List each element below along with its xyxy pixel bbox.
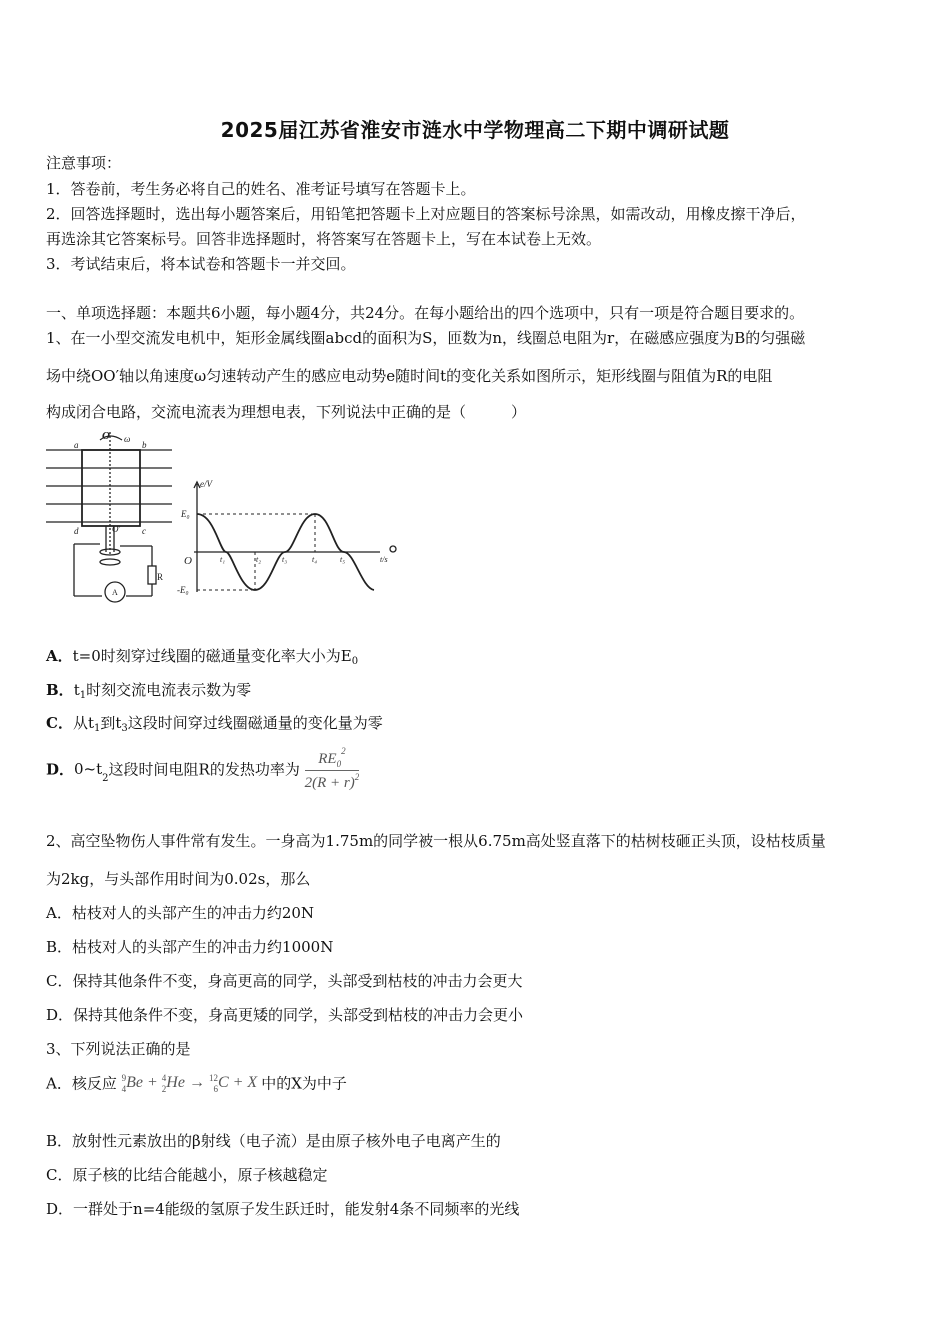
- axis-label-o: O: [102, 430, 110, 442]
- section-heading: 一、单项选择题：本题共6小题，每小题4分，共24分。在每小题给出的四个选项中，只有一项是符合题目要求的。: [46, 304, 805, 322]
- heat-power-fraction: $\frac{RE_0^2}{2(R + r)^2}$: [304, 746, 360, 791]
- coil-label-b: b: [142, 440, 147, 450]
- axis-label-o-prime: O′: [112, 524, 121, 534]
- graph-tick: t₃: [282, 555, 288, 564]
- q1-option-d: D．$0\sim t_2$这段时间电阻R的发热功率为 $\frac{RE_0^2}{2(R + r)^2}$: [46, 746, 360, 791]
- graph-tick: t₁: [220, 555, 226, 564]
- q2-option-a: A．枯枝对人的头部产生的冲击力约20N: [46, 904, 315, 922]
- omega-label: ω: [124, 434, 131, 444]
- question-2-line: 为2kg，与头部作用时间为0.02s，那么: [46, 870, 311, 888]
- generator-figure: [44, 428, 404, 610]
- resistor-label: R: [157, 572, 164, 582]
- q1-option-b: B．$t_1$时刻交流电流表示数为零: [46, 681, 252, 701]
- q1-option-c: C．从$t_1$到$t_3$这段时间穿过线圈磁通量的变化量为零: [46, 714, 383, 734]
- notice-item: 再选涂其它答案标号。回答非选择题时，将答案写在答题卡上，写在本试卷上无效。: [46, 230, 602, 248]
- question-2-line: 2、高空坠物伤人事件常有发生。一身高为1.75m的同学被一根从6.75m高处竖直落下的枯树枝砸正头顶，设枯枝质量: [46, 832, 826, 850]
- notice-heading: 注意事项：: [46, 154, 122, 172]
- q3-option-d: D．一群处于n=4能级的氢原子发生跃迁时，能发射4条不同频率的光线: [46, 1200, 520, 1218]
- notice-item: 3．考试结束后，将本试卷和答题卡一并交回。: [46, 255, 356, 273]
- coil-label-a: a: [74, 440, 79, 450]
- q3-option-b: B．放射性元素放出的β射线（电子流）是由原子核外电子电离产生的: [46, 1132, 501, 1150]
- question-1-line: 1、在一小型交流发电机中，矩形金属线圈abcd的面积为S，匝数为n，线圈总电阻为r，在磁感应强度为B的匀强磁: [46, 329, 806, 347]
- q3-option-a: A．核反应 9 4Be + 4 2He → 12 6C + X 中的X为中子: [46, 1073, 347, 1094]
- ammeter-label: A: [112, 588, 118, 597]
- question-1-line: 场中绕OO′轴以角速度ω匀速转动产生的感应电动势e随时间t的变化关系如图所示，矩形线圈与阻值为R的电阻: [46, 367, 773, 385]
- question-1-line: 构成闭合电路，交流电流表为理想电表，下列说法中正确的是（ ）: [46, 403, 527, 421]
- q1-option-a: A．t=0时刻穿过线圈的磁通量变化率大小为$E_0$: [46, 647, 359, 667]
- graph-ylabel: e/V: [200, 479, 212, 489]
- graph-ymin: -E₀: [177, 585, 189, 595]
- q2-option-d: D．保持其他条件不变，身高更矮的同学，头部受到枯枝的冲击力会更小: [46, 1006, 524, 1024]
- graph-ymax: E₀: [181, 509, 190, 519]
- graph-tick: t₄: [312, 555, 318, 564]
- notice-item: 1．答卷前，考生务必将自己的姓名、准考证号填写在答题卡上。: [46, 180, 476, 198]
- q3-option-c: C．原子核的比结合能越小，原子核越稳定: [46, 1166, 328, 1184]
- graph-tick: t₂: [256, 555, 262, 564]
- graph-tick: t₅: [340, 555, 346, 564]
- coil-label-d: d: [74, 526, 79, 536]
- graph-xlabel: t/s: [380, 555, 388, 564]
- coil-label-c: c: [142, 526, 146, 536]
- graph-origin: O: [184, 555, 192, 567]
- q2-option-b: B．枯枝对人的头部产生的冲击力约1000N: [46, 938, 334, 956]
- question-3-stem: 3、下列说法正确的是: [46, 1040, 191, 1058]
- page-title: 2025届江苏省淮安市涟水中学物理高二下期中调研试题: [220, 118, 730, 142]
- nuclear-reaction-equation: 9 4Be + 4 2He → 12 6C + X: [121, 1073, 258, 1094]
- notice-item: 2．回答选择题时，选出每小题答案后，用铅笔把答题卡上对应题目的答案标号涂黑，如需改动，用橡皮擦干净后，: [46, 205, 806, 223]
- q2-option-c: C．保持其他条件不变，身高更高的同学，头部受到枯枝的冲击力会更大: [46, 972, 523, 990]
